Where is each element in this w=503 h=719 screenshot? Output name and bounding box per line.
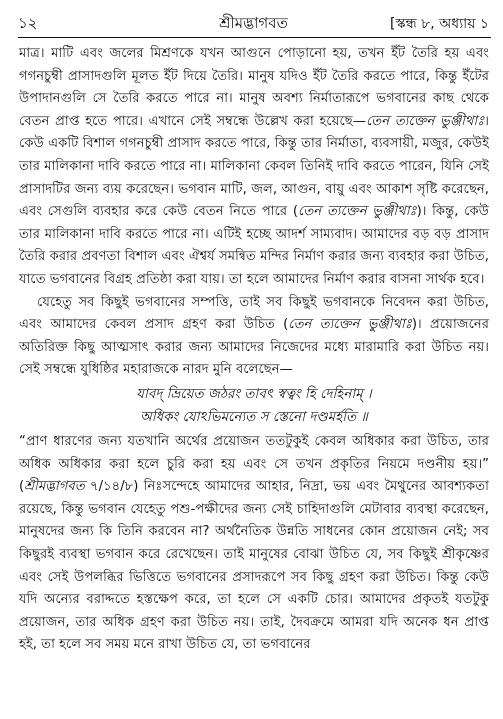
paragraph-1 xyxy=(19,43,489,292)
text-span: মাত্র। মাটি এবং জলের মিশ্রণকে যখন আগুনে পোড়ানো হয়, তখন ইঁট তৈরি হয় এবং গগনচুম্বী প্রাসাদগুলি মূলত ইঁট দিয়ে তৈরি। মানুষ যদিও ইঁট তৈরি করতে পারে, কিন্তু ইঁটের উপাদানগুলি সে তৈরি করতে পারে না। মানুষ অবশ্য নির্মাতারূপে ভগবানের কাছ থেকে বেতন প্রাপ্ত হতে পারে। এখানে সেই সম্বন্ধে উল্লেখ করা হয়েছে— xyxy=(19,46,489,129)
running-title: শ্রীমদ্ভাগবত xyxy=(219,14,288,32)
page-number: ১২ xyxy=(18,14,38,32)
header-rule xyxy=(18,37,491,38)
verse-line: অধিকং যোঽভিমন্যেত স স্তেনো দণ্ডমর্হতি ॥ xyxy=(140,409,368,425)
sanskrit-verse xyxy=(19,384,489,429)
section-reference: [স্কন্ধ ৮, অধ্যায় ১ xyxy=(390,16,489,32)
sanskrit-phrase: তেন ত্যক্তেন ভুঞ্জীথাঃ xyxy=(365,113,485,129)
sanskrit-phrase: তেন ত্যক্তেন ভুঞ্জীথাঃ xyxy=(298,204,417,220)
text-span: )। প্রয়োজনের অতিরিক্ত কিছু আত্মসাৎ করার জন্য আমাদের নিজেদের মধ্যে মারামারি করা উচিত নয়। সেই সম্বন্ধে যুধিষ্ঠির মহারাজকে নারদ মুনি বলেছেন— xyxy=(19,317,489,378)
sanskrit-phrase: তেন ত্যক্তেন ভুঞ্জীথাঃ xyxy=(288,317,412,333)
scripture-title: শ্রীমদ্ভাগবত xyxy=(24,479,85,495)
page-body xyxy=(19,43,489,657)
paragraph-2 xyxy=(19,292,489,382)
text-span: । কেউ একটি বিশাল গগনচুম্বী প্রাসাদ করতে পারে, কিন্তু তার নির্মাতা, ব্যবসায়ী, মজুর, কেউই তার মালিকানা দাবি করতে পারে না। মালিকানা কেবল তিনিই দাবি করতে পারেন, যিনি সেই প্রাসাদটির জন্য ব্যয় করেছেন। ভগবান মাটি, জল, আগুন, বায়ু এবং আকাশ সৃষ্টি করেছেন, এবং সেগুলি ব্যবহার করে কেউ বেতন নিতে পারে ( xyxy=(19,113,489,220)
text-span: ৭/১৪/৮) নিঃসন্দেহে আমাদের আহার, নিদ্রা, ভয় এবং মৈথুনের আবশ্যকতা রয়েছে, কিন্তু ভগবান যেহেতু পশু-পক্ষীদের জন্য সেই চাহিদাগুলি মেটাবার ব্যবস্থা করেছেন, মানুষদের জন্য কি তিনি করবেন না? অর্থনৈতিক উন্নতি সাধনের কোন প্রয়োজন নেই; সব কিছুরই ব্যবস্থা ভগবান করে রেখেছেন। তাই মানুষের বোঝা উচিত যে, সব কিছুই শ্রীকৃষ্ণের এবং সেই উপলব্ধির ভিত্তিতে ভগবানের প্রসাদরূপে সব কিছু গ্রহণ করা উচিত। কিন্তু কেউ যদি অন্যের বরাদ্দতে হস্তক্ষেপ করে, তা হলে সে একটি চোর। আমাদের প্রকৃতই যতটুকু প্রয়োজন, তার অধিক গ্রহণ করা উচিত নয়। তাই, দৈবক্রমে আমরা যদি অনেক ধন প্রাপ্ত হই, তা হলে সব সময় মনে রাখা উচিত যে, তা ভগবানের xyxy=(19,479,489,653)
text-span: )। কিন্তু, কেউ তার মালিকানা দাবি করতে পারে না। এটিই হচ্ছে আদর্শ সাম্যবাদ। আমাদের বড় বড় প্রাসাদ তৈরি করার প্রবণতা বিশাল এবং ঐশ্বর্য সমন্বিত মন্দির নির্মাণ করার জন্য ব্যবহার করা উচিত, যাতে ভগবানের বিগ্রহ প্রতিষ্ঠা করা যায়। তা হলে আমাদের নির্মাণ করার বাসনা সার্থক হবে। xyxy=(19,204,489,287)
paragraph-3 xyxy=(19,431,489,657)
verse-line: যাবদ্ ভ্রিয়েত জঠরং তাবৎ স্বত্বং হি দেহিনাম্ । xyxy=(136,386,372,402)
page-header xyxy=(18,12,489,36)
text-span: যেহেতু সব কিছুই ভগবানের সম্পত্তি, তাই সব কিছুই ভগবানকে নিবেদন করা উচিত, এবং আমাদের কেবল প্রসাদ গ্রহণ করা উচিত ( xyxy=(19,294,489,333)
text-span: “প্রাণ ধারণের জন্য যতখানি অর্থের প্রয়োজন ততটুকুই কেবল অধিকার করা উচিত, তার অধিক অধিকার করা হলে চুরি করা হয় এবং সে তখন প্রকৃতির নিয়মে দণ্ডনীয় হয়।” ( xyxy=(19,434,489,495)
